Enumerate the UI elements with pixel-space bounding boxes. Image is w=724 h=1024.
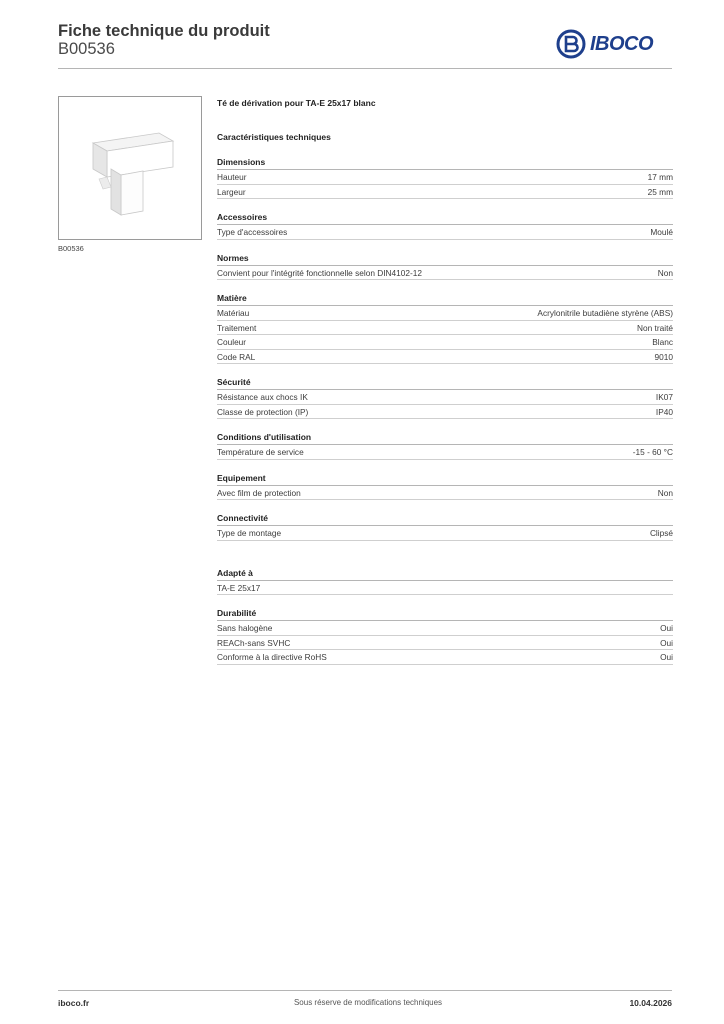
spec-row <box>217 335 673 350</box>
spec-label: Température de service <box>217 447 304 457</box>
spec-value: IP40 <box>655 406 673 417</box>
footer-website-link[interactable]: iboco.fr <box>58 998 90 1008</box>
section-dimensions <box>217 156 673 199</box>
spec-row <box>217 621 673 636</box>
spec-row <box>217 306 673 321</box>
spec-label: Matériau <box>217 308 250 318</box>
section-title: Connectivité <box>217 512 673 526</box>
section-conditions <box>217 431 673 460</box>
spec-label: Code RAL <box>217 351 256 362</box>
spec-value: 17 mm <box>647 172 673 182</box>
spec-row <box>217 225 673 240</box>
spec-label: Largeur <box>217 186 246 197</box>
section-title: Conditions d'utilisation <box>217 431 673 445</box>
t-junction-image-icon <box>59 97 201 239</box>
spec-row <box>217 390 673 405</box>
spec-label: Sans halogène <box>217 623 273 633</box>
section-normes <box>217 252 673 281</box>
footer-disclaimer: Sous réserve de modifications techniques <box>293 998 443 1007</box>
spec-value: Blanc <box>652 337 673 347</box>
spec-label: Résistance aux chocs IK <box>217 392 308 402</box>
spec-value: 9010 <box>654 351 673 362</box>
spec-content <box>217 96 673 665</box>
spec-row <box>217 650 673 665</box>
section-title: Matière <box>217 292 673 306</box>
spec-row <box>217 445 673 460</box>
brand-name: IBOCO <box>590 32 654 55</box>
spec-label: Type d'accessoires <box>217 227 288 237</box>
section-title: Durabilité <box>217 607 673 621</box>
product-image <box>58 96 202 240</box>
footer-date: 10.04.2026 <box>629 998 672 1008</box>
spec-row <box>217 321 673 336</box>
spec-value: -15 - 60 °C <box>632 447 673 457</box>
section-title: Equipement <box>217 472 673 486</box>
footer-divider <box>58 990 672 991</box>
spec-value: Non traité <box>637 322 673 333</box>
spec-label: Convient pour l'intégrité fonctionnelle selon DIN4102-12 <box>217 267 422 278</box>
section-title: Normes <box>217 252 673 266</box>
spec-label: Traitement <box>217 322 257 333</box>
section-title: Adapté à <box>217 567 673 581</box>
section-title: Dimensions <box>217 156 673 170</box>
section-title: Sécurité <box>217 376 673 390</box>
section-matiere <box>217 292 673 364</box>
spec-value: Clipsé <box>649 528 673 538</box>
spec-value: IK07 <box>655 392 673 402</box>
spec-label: Type de montage <box>217 528 282 538</box>
iboco-logo-icon <box>556 29 586 59</box>
spec-row <box>217 266 673 281</box>
image-caption: B00536 <box>58 244 84 253</box>
spec-value: Oui <box>660 623 673 633</box>
section-adapte <box>217 567 673 596</box>
section-connectivite <box>217 512 673 541</box>
spec-value: Oui <box>660 652 673 662</box>
spec-label: Classe de protection (IP) <box>217 406 309 417</box>
section-durabilite <box>217 607 673 665</box>
brand-logo[interactable] <box>556 28 674 60</box>
spec-value: Non <box>657 487 673 498</box>
spec-row <box>217 350 673 365</box>
spec-value: Oui <box>660 637 673 648</box>
spec-value: Acrylonitrile butadiène styrène (ABS) <box>537 308 673 318</box>
tech-section-title: Caractéristiques techniques <box>217 132 331 142</box>
spec-value: 25 mm <box>647 186 673 197</box>
spec-label: REACh-sans SVHC <box>217 637 291 648</box>
spec-label: Couleur <box>217 337 247 347</box>
section-equipement <box>217 472 673 501</box>
spec-label: Conforme à la directive RoHS <box>217 652 327 662</box>
product-name: Té de dérivation pour TA-E 25x17 blanc <box>217 98 376 108</box>
spec-label: Avec film de protection <box>217 487 301 498</box>
section-securite <box>217 376 673 419</box>
section-accessoires <box>217 211 673 240</box>
spec-row <box>217 185 673 200</box>
spec-row <box>217 526 673 541</box>
page-title: Fiche technique du produit <box>58 22 270 40</box>
spec-row <box>217 636 673 651</box>
spec-value: Non <box>657 267 673 278</box>
spec-row <box>217 170 673 185</box>
section-title: Accessoires <box>217 211 673 225</box>
spec-row <box>217 486 673 501</box>
product-code: B00536 <box>58 40 115 58</box>
spec-row <box>217 581 673 596</box>
header-divider <box>58 68 672 69</box>
spec-label: Hauteur <box>217 172 247 182</box>
spec-row <box>217 405 673 420</box>
spec-value: Moulé <box>650 227 673 237</box>
spec-label: TA-E 25x17 <box>217 582 261 593</box>
